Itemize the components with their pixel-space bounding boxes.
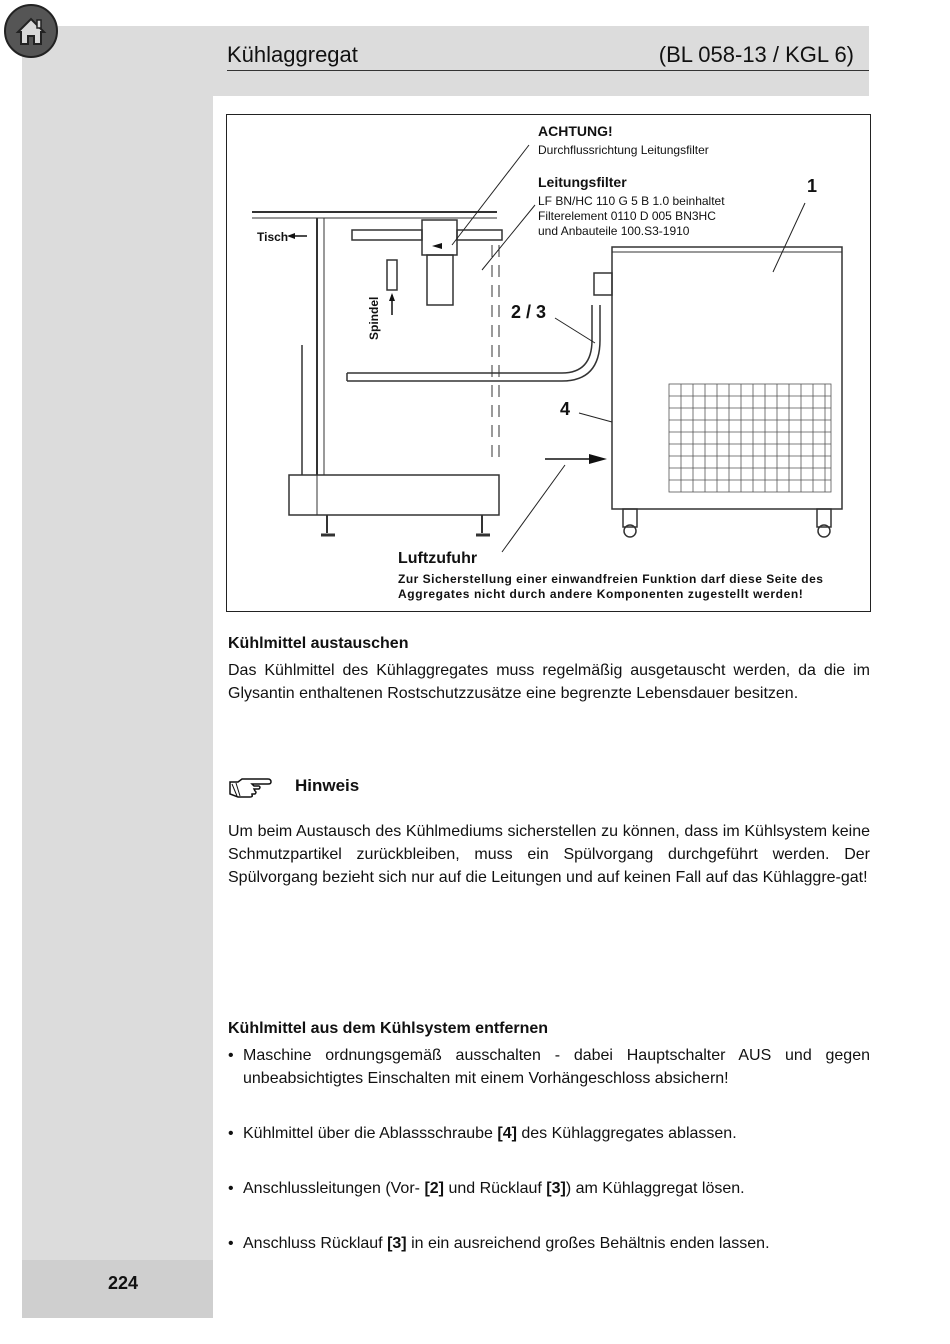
callout-2-3: 2 / 3 — [511, 302, 547, 322]
header-rule — [227, 70, 869, 71]
warning-text: Durchflussrichtung Leitungsfilter — [538, 143, 709, 157]
label-spindel: Spindel — [367, 296, 381, 340]
section-text-coolant-exchange: Das Kühlmittel des Kühlaggregates muss regelmäßig ausgetauscht werden, da die im Glysantin enthaltenen Rostschutzzusätze eine begrenzte Lebensdauer besitzen. — [228, 662, 870, 702]
list-item: • Maschine ordnungsgemäß ausschalten - dabei Hauptschalter AUS und gegen unbeabsichtigtes Einschalten mit einem Vorhängeschloss absichern! — [228, 1047, 870, 1087]
header-model: (BL 058-13 / KGL 6) — [658, 42, 854, 67]
filter-spec-line1: LF BN/HC 110 G 5 B 1.0 beinhaltet — [538, 194, 725, 208]
header-title: Kühlaggregat — [227, 42, 358, 67]
filter-title: Leitungsfilter — [538, 174, 627, 190]
air-supply-line1: Zur Sicherstellung einer einwandfreien Funktion darf diese Seite des — [398, 572, 824, 586]
pointing-hand-icon — [228, 776, 272, 800]
home-button[interactable] — [4, 4, 58, 58]
hint-title: Hinweis — [295, 776, 360, 795]
list-item: • Kühlmittel über die Ablassschraube [4] des Kühlaggregates ablassen. — [228, 1125, 737, 1142]
warning-title: ACHTUNG! — [538, 123, 613, 139]
label-tisch: Tisch — [257, 230, 289, 244]
callout-1: 1 — [807, 176, 818, 196]
page-margin-band — [22, 26, 213, 1318]
air-supply-title: Luftzufuhr — [398, 550, 478, 567]
list-item: • Anschluss Rücklauf [3] in ein ausreichend großes Behältnis enden lassen. — [228, 1235, 770, 1252]
filter-spec-line3: und Anbauteile 100.S3-1910 — [538, 224, 690, 238]
section-heading-coolant-exchange: Kühlmittel austauschen — [228, 635, 409, 652]
callout-4: 4 — [560, 399, 571, 419]
vent-grid — [669, 384, 831, 492]
air-supply-line2: Aggregates nicht durch andere Komponenten zugestellt werden! — [398, 587, 804, 601]
filter-spec-line2: Filterelement 0110 D 005 BN3HC — [538, 209, 716, 223]
hint-text: Um beim Austausch des Kühlmediums sicherstellen zu können, dass im Kühlsystem keine Schmutzpartikel zurückbleiben, muss ein Spülvorgang durchgeführt werden. Der Spülvorgang bezieht sich nur auf die Leitungen und auf keinen Fall auf das Kühlaggre-gat! — [228, 823, 870, 886]
section-heading-drain-coolant: Kühlmittel aus dem Kühlsystem entfernen — [228, 1020, 549, 1037]
cooling-unit-figure — [226, 114, 871, 612]
home-icon — [6, 6, 56, 56]
page-number: 224 — [108, 1273, 139, 1293]
list-item: • Anschlussleitungen (Vor- [2] und Rücklauf [3]) am Kühlaggregat lösen. — [228, 1180, 745, 1197]
